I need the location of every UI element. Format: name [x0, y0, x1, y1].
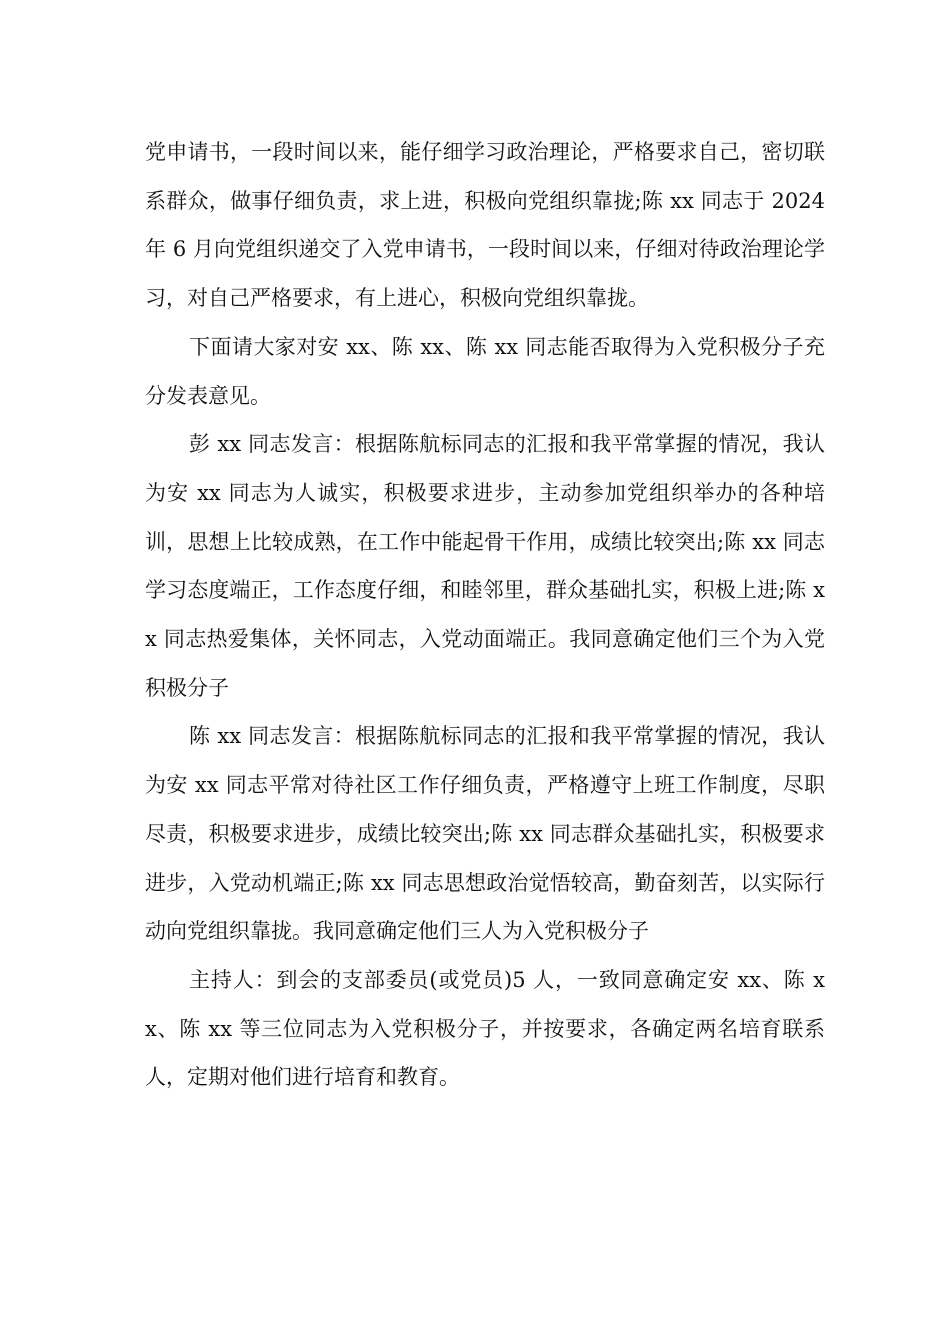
paragraph-host-conclusion: 主持人：到会的支部委员(或党员)5 人，一致同意确定安 xx、陈 xx、陈 xx 等三位同志为入党积极分子，并按要求，各确定两名培育联系人，定期对他们进行培育和教育。	[145, 967, 825, 1090]
paragraph-application-summary: 党申请书，一段时间以来，能仔细学习政治理论，严格要求自己，密切联系群众，做事仔细负责，求上进，积极向党组织靠拢;陈 xx 同志于 2024 年 6 月向党组织递交了入党申请书，一段时间以来，仔细对待政治理论学习，对自己严格要求，有上进心，积极向党组织靠拢。	[145, 140, 825, 311]
document-body	[145, 128, 825, 1102]
paragraph-discussion-invitation: 下面请大家对安 xx、陈 xx、陈 xx 同志能否取得为入党积极分子充分发表意见。	[145, 334, 825, 408]
paragraph-chen-speech: 陈 xx 同志发言：根据陈航标同志的汇报和我平常掌握的情况，我认为安 xx 同志平常对待社区工作仔细负责，严格遵守上班工作制度，尽职尽责，积极要求进步，成绩比较突出;陈 xx 同志群众基础扎实，积极要求进步，入党动机端正;陈 xx 同志思想政治觉悟较高，勤奋刻苦，以实际行动向党组织靠拢。我同意确定他们三人为入党积极分子	[145, 724, 825, 944]
paragraph-peng-speech: 彭 xx 同志发言：根据陈航标同志的汇报和我平常掌握的情况，我认为安 xx 同志为人诚实，积极要求进步，主动参加党组织举办的各种培训，思想上比较成熟，在工作中能起骨干作用，成绩比较突出;陈 xx 同志学习态度端正，工作态度仔细，和睦邻里，群众基础扎实，积极上进;陈 xx 同志热爱集体，关怀同志，入党动面端正。我同意确定他们三个为入党积极分子	[145, 432, 825, 700]
